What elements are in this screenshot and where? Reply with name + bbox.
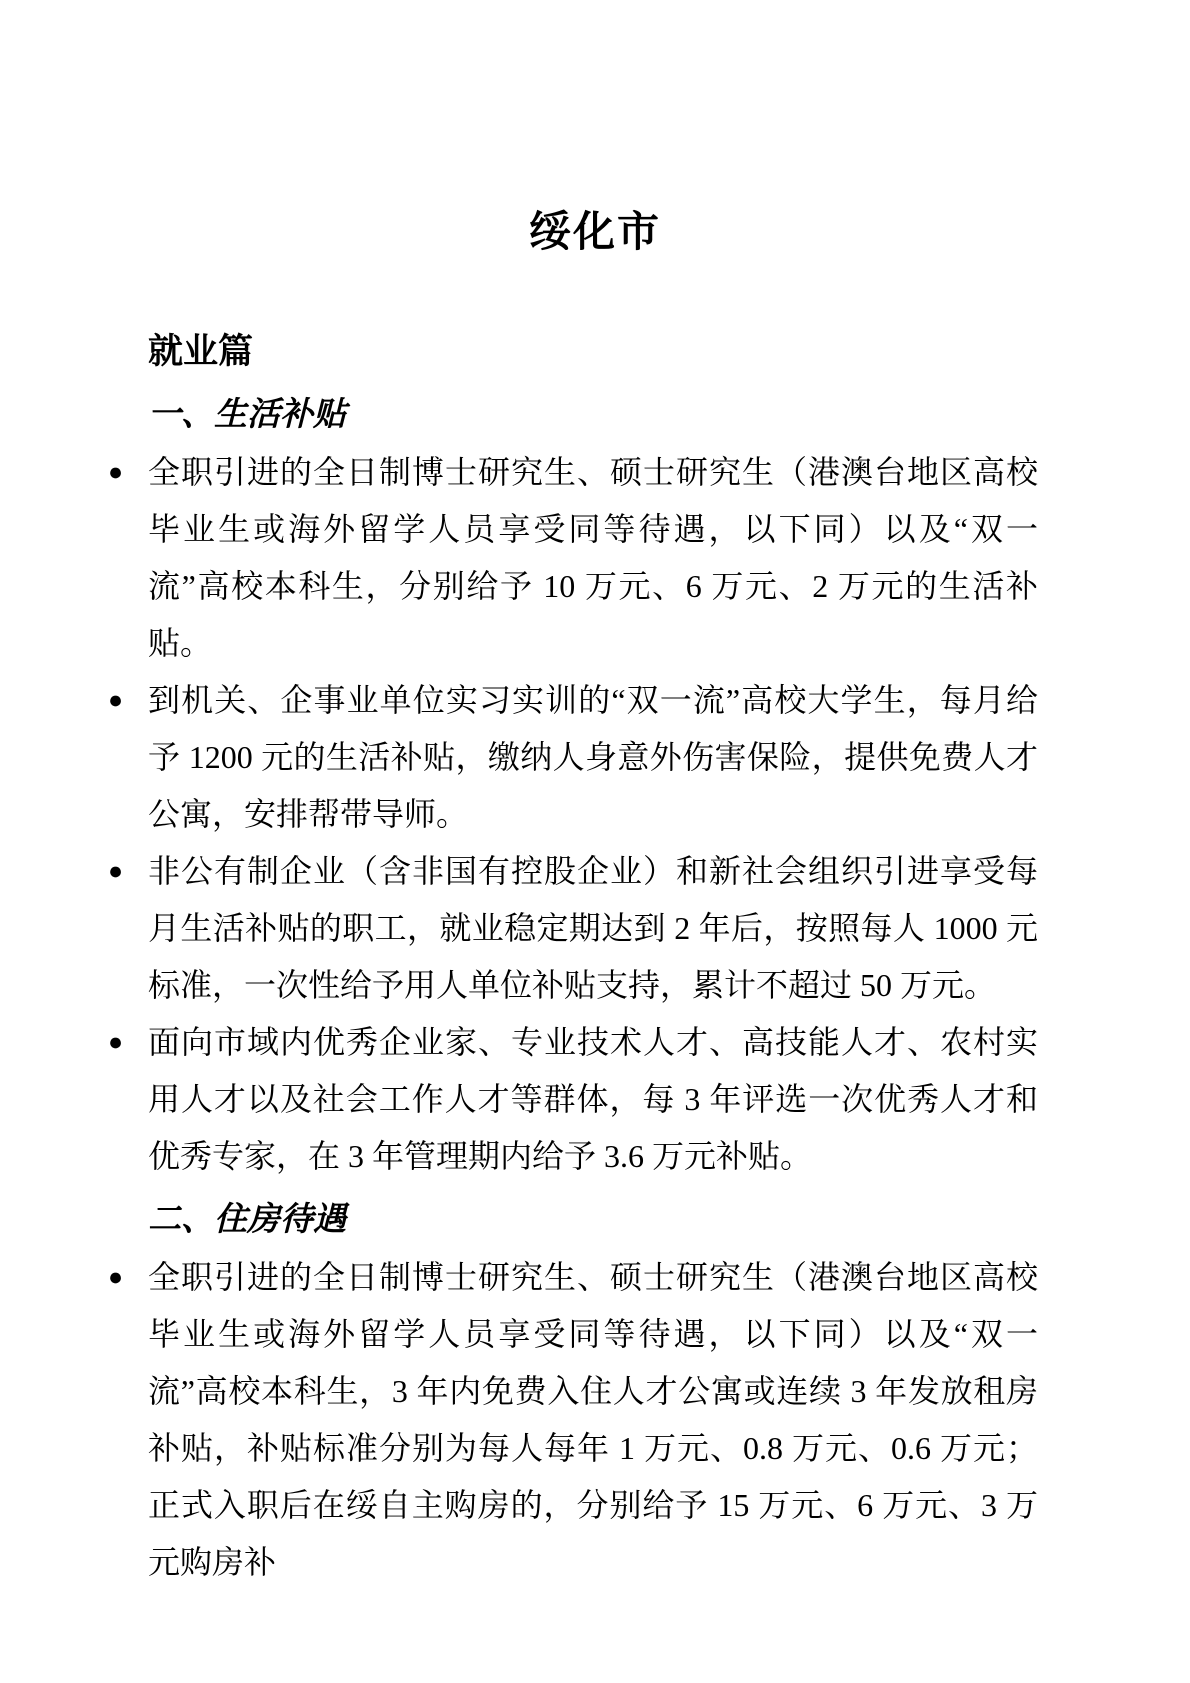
bullet-icon: ● [108, 1264, 124, 1291]
bullet-icon: ● [108, 687, 124, 714]
section-heading-employment: 就业篇 [148, 332, 254, 371]
list-item [108, 1249, 1038, 1591]
bullet-icon: ● [108, 459, 124, 486]
list-item [108, 672, 1038, 843]
bullet-text: 面向市域内优秀企业家、专业技术人才、高技能人才、农村实用人才以及社会工作人才等群体，每 3 年评选一次优秀人才和优秀专家，在 3 年管理期内给予 3.6 万元补贴。 [148, 1024, 1038, 1174]
document-body [108, 323, 1038, 1591]
bullet-list-housing-benefits [108, 1249, 1038, 1591]
subsection-heading-housing-benefits: 二、住房待遇 [148, 1202, 346, 1238]
subsection-heading-living-subsidy: 一、生活补贴 [148, 397, 346, 433]
list-item [108, 1014, 1038, 1185]
bullet-text: 到机关、企事业单位实习实训的“双一流”高校大学生，每月给予 1200 元的生活补贴，缴纳人身意外伤害保险，提供免费人才公寓，安排帮带导师。 [148, 682, 1038, 832]
bullet-text: 非公有制企业（含非国有控股企业）和新社会组织引进享受每月生活补贴的职工，就业稳定期达到 2 年后，按照每人 1000 元标准，一次性给予用人单位补贴支持，累计不超过 50 万元。 [148, 853, 1038, 1003]
bullet-text: 全职引进的全日制博士研究生、硕士研究生（港澳台地区高校毕业生或海外留学人员享受同等待遇，以下同）以及“双一流”高校本科生，3 年内免费入住人才公寓或连续 3 年发放租房补贴，补贴标准分别为每人每年 1 万元、0.8 万元、0.6 万元；正式入职后在绥自主购房的，分别给予 15 万元、6 万元、3 万元购房补 [148, 1259, 1038, 1580]
bullet-icon: ● [108, 858, 124, 885]
bullet-icon: ● [108, 1029, 124, 1056]
page-title [0, 205, 1190, 261]
bullet-text: 全职引进的全日制博士研究生、硕士研究生（港澳台地区高校毕业生或海外留学人员享受同等待遇，以下同）以及“双一流”高校本科生，分别给予 10 万元、6 万元、2 万元的生活补贴。 [148, 454, 1038, 661]
list-item [108, 444, 1038, 672]
bullet-list-living-subsidy [108, 444, 1038, 1185]
list-item [108, 843, 1038, 1014]
page-title-text: 绥化市 [528, 210, 661, 256]
